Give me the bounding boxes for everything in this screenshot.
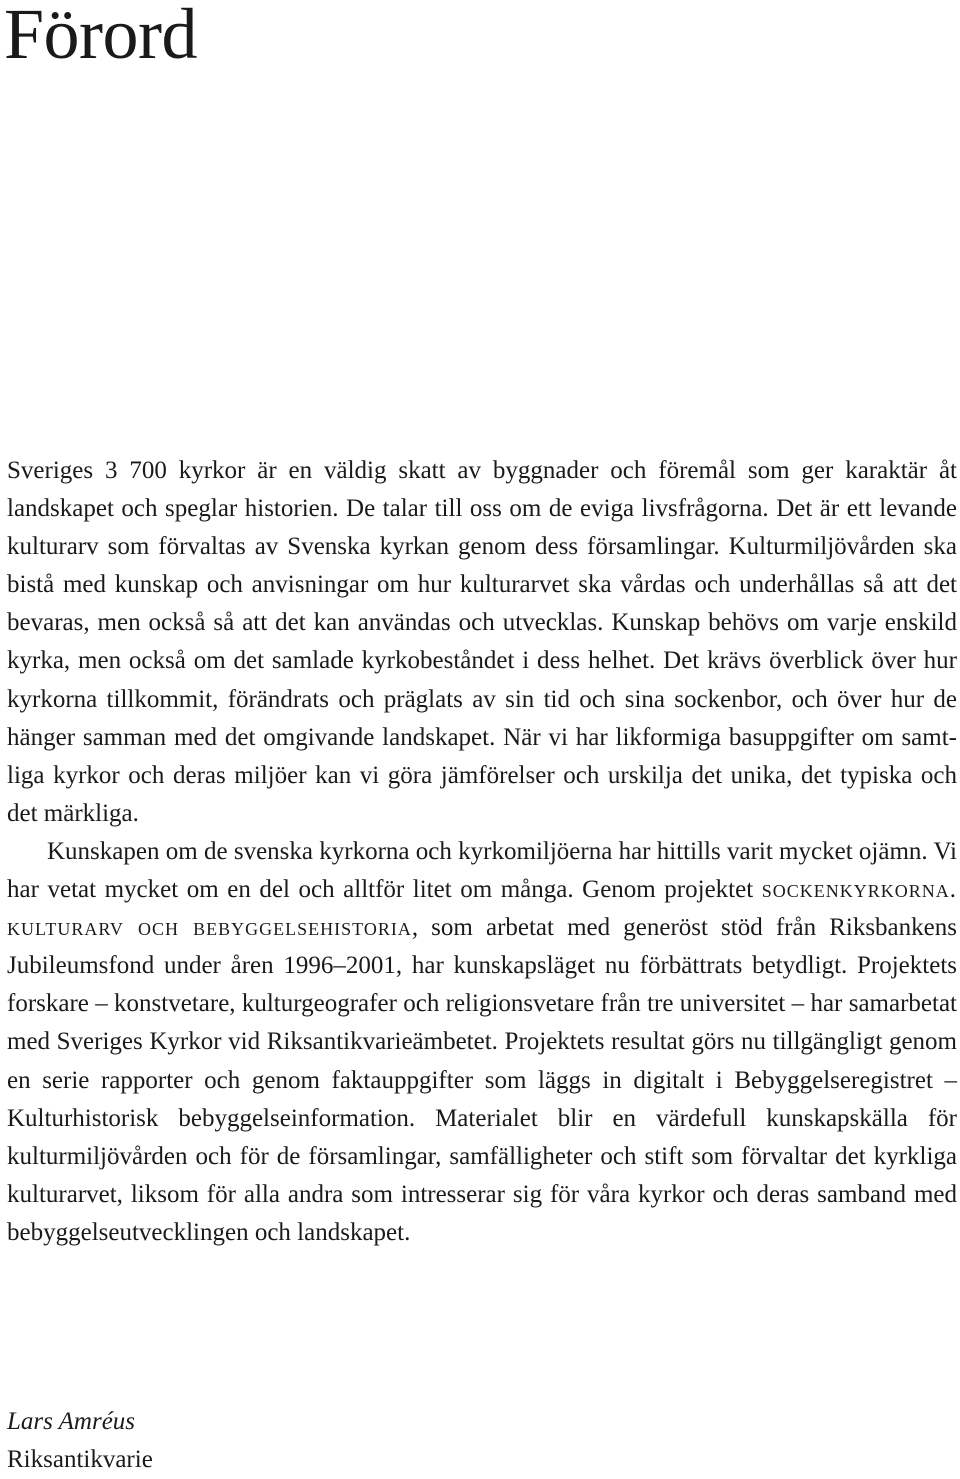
paragraph-1-text: Sveriges 3 700 kyrkor är en väldig skatt av byggnader och föremål som ger karaktär åt landskapet och speglar historien. De talar till oss om de eviga livsfrågorna. Det är ett levande kulturarv som förvaltas av Svenska kyrkan genom dess församlingar. Kulturmiljövården ska bistå med kunskap och anvisningar om hur kulturarvet ska vårdas och underhållas så att det bevaras, men också så att det kan användas och utvecklas. Kunskap behövs om varje enskild kyrka, men också om det samlade kyrkobeståndet i dess helhet. Det krävs överblick över hur kyrkorna tillkommit, förändrats och präglats av sin tid och sina sockenbor, och över hur de hänger samman med det omgivande landskapet. När vi har likformiga basuppgifter om samtliga kyrkor och deras miljöer kan vi göra jämförelser och urskilja det unika, det typiska och det märkliga. [7, 457, 957, 827]
project-name: sockenkyrkorna. kulturarv och bebyggelsehistoria [7, 876, 957, 942]
paragraph-2 [7, 833, 957, 1252]
paragraph-2-text-start: Kunskapen om de svenska kyrkorna och kyrkomiljöerna har hittills varit mycket ojämn. Vi har vetat mycket om en del och alltför litet om många. Genom projektet [7, 837, 957, 904]
signature-name: Lars Amréus [7, 1408, 136, 1435]
body-text [7, 452, 957, 1252]
paragraph-1 [7, 452, 957, 833]
paragraph-2-text-end: , som arbetat med generöst stöd från Riksbankens Jubileumsfond under åren 1996–2001, har kunskapsläget nu förbättrats betydligt. Projektets forskare – konstvetare, kulturgeografer och religionsvetare från tre universitet – har samarbetat med Sveriges Kyrkor vid Riksantikvarieämbetet. Projektets resultat görs nu tillgängligt genom en serie rapporter och genom faktauppgifter som läggs in digitalt i Bebyggelseregistret – Kulturhistorisk bebyggelseinformation. Materialet blir en värdefull kunskapskälla för kulturmiljövården och för de församlingar, samfälligheter och stift som förvaltar det kyrkliga kulturarvet, liksom för alla andra som intresserar sig för våra kyrkor och deras samband med bebyggelseutvecklingen och landskapet. [7, 914, 957, 1246]
page-title: Förord [4, 0, 197, 74]
signature-block [7, 1403, 153, 1479]
signature-role: Riksantikvarie [7, 1446, 153, 1473]
